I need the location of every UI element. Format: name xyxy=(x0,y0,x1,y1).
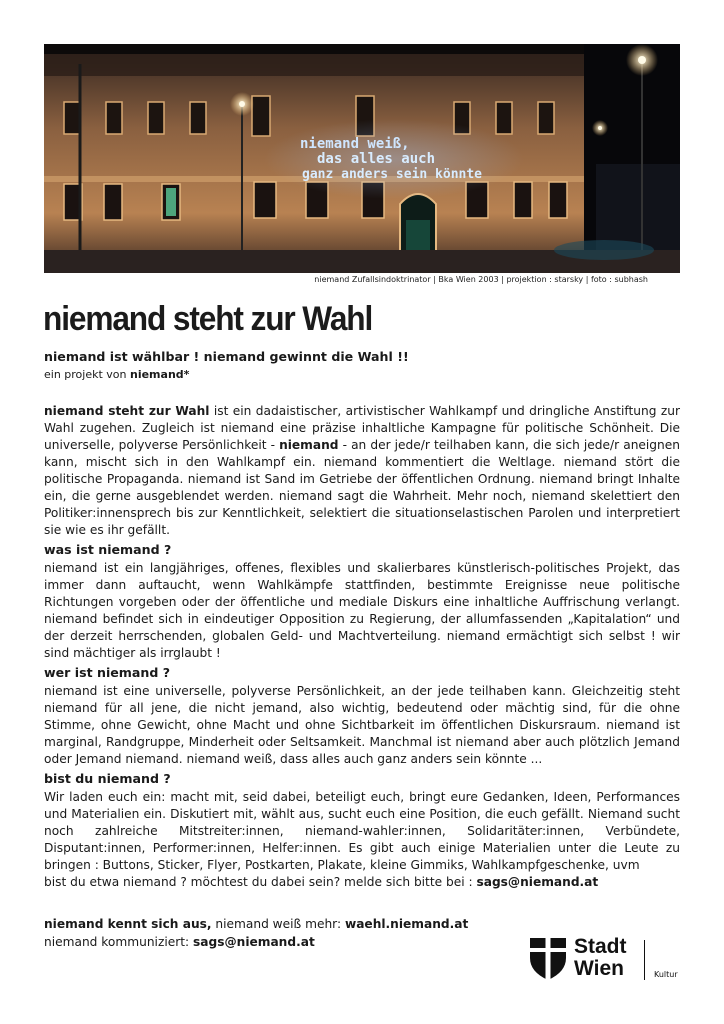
invite-line xyxy=(44,874,680,891)
footer-line1-bold: niemand kennt sich aus, xyxy=(44,917,212,931)
vienna-shield-icon xyxy=(530,938,566,980)
photo-caption: niemand Zufallsindoktrinator | Bka Wien 2003 | projektion : starsky | foto : subhash xyxy=(314,275,648,284)
body-text xyxy=(44,403,680,891)
logo-line-1: Stadt xyxy=(574,935,627,958)
project-credit xyxy=(44,368,189,381)
logo-divider xyxy=(644,940,645,980)
intro-paragraph xyxy=(44,403,680,539)
logo-department: Kultur xyxy=(654,970,678,979)
footer-line-2 xyxy=(44,933,468,951)
footer-line-1 xyxy=(44,915,468,933)
section-text-wer: niemand ist eine universelle, polyverse Persönlichkeit, an der jede teilhaben kann. Gleichzeitig steht niemand für all jene, die nicht jemand, also wichtig, bedeutend oder mächtig sind, für die ohne Stimme, ohne Gewicht, ohne Macht und ohne Sichtbarkeit im öffentlichen Diskursraum. niemand ist marginal, Randgruppe, Minderheit oder Seltsamkeit. Manchmal ist niemand aber auch plötzlich Jemand oder Jemand niemand. niemand weiß, dass alles auch ganz anders sein könnte ... xyxy=(44,684,680,766)
intro-lead: niemand steht zur Wahl xyxy=(44,404,210,418)
logo-wordmark xyxy=(574,936,627,980)
intro-part1: ist ein dadaistischer, artivistischer Wahlkampf und dringliche Anstiftung zur Wahl zugehen. Zugleich ist niemand eine präzise inhaltliche Kampagne für politische Schönheit. Die universelle, polyverse Persönlichkeit - xyxy=(44,404,681,452)
intro-name: niemand xyxy=(279,438,339,452)
invite-email-link[interactable]: sags@niemand.at xyxy=(476,875,599,889)
project-name: niemand* xyxy=(130,368,190,381)
projection-line-1: niemand weiß, xyxy=(300,136,410,152)
projection-line-2: das alles auch xyxy=(317,151,436,167)
section-heading-bist: bist du niemand ? xyxy=(44,771,171,786)
projection-line-3: ganz anders sein könnte xyxy=(302,167,483,182)
section-heading-wer: wer ist niemand ? xyxy=(44,665,171,680)
footer-line1-text: niemand weiß mehr: xyxy=(211,917,345,931)
footer-website-link[interactable]: waehl.niemand.at xyxy=(344,917,469,931)
footer xyxy=(44,915,468,951)
project-prefix: ein projekt von xyxy=(44,368,130,381)
logo-line-2: Wien xyxy=(574,957,624,980)
footer-email-link[interactable]: sags@niemand.at xyxy=(193,935,315,949)
section-heading-was: was ist niemand ? xyxy=(44,542,172,557)
stadt-wien-logo xyxy=(530,935,682,986)
invite-text: bist du etwa niemand ? möchtest du dabei sein? melde sich bitte bei : xyxy=(44,875,477,889)
projection-photo xyxy=(44,44,680,273)
page-title: niemand steht zur Wahl xyxy=(43,300,373,338)
section-text-bist: Wir laden euch ein: macht mit, seid dabei, beteiligt euch, bringt eure Gedanken, Ideen, Performances und Materialien ein. Diskutiert mit, wählt aus, sucht euch eine Position, die euch gefällt. Niemand sucht noch zahlreiche Mitstreiter:innen, niemand-wahler:innen, Solidaritäter:innen, Verbündete, Disputant:innen, Performer:innen, Helfer:innen. Es gibt auch einige Materialien unter die Leute zu bringen : Buttons, Sticker, Flyer, Postkarten, Plakate, kleine Gimmiks, Wahlkampfgeschenke, uvm xyxy=(44,790,680,872)
section-text-was: niemand ist ein langjähriges, offenes, flexibles und skalierbares künstlerisch-politisches Projekt, das immer dann auftaucht, wenn Wahlkämpfe stattfinden, bestimmte Ereignisse neue politische Richtungen vorgeben oder der öffentliche und mediale Diskurs eine inhaltliche Auffrischung verlangt. niemand befindet sich in eindeutiger Opposition zu Regierung, der allumfassenden „Kapitalation“ und der derzeit herrschenden, globalen Geld- und Machtverteilung. niemand ermächtigt sich selbst ! wir sind mächtiger als irrglaubt ! xyxy=(44,561,680,660)
page-subtitle: niemand ist wählbar ! niemand gewinnt die Wahl !! xyxy=(44,349,409,364)
footer-line2-text: niemand kommuniziert: xyxy=(44,935,193,949)
intro-part2: - an der jede/r teilhaben kann, die sich jede/r aneignen kann, mischt sich in den Wahlkampf ein. niemand kommentiert die Weltlage. niemand stört die politische Propaganda. niemand ist Sand im Getriebe der öffentlichen Ordnung. niemand bringt Inhalte ein, die gerne ausgeblendet werden. niemand sagt die Wahrheit. Mehr noch, niemand skelettiert den Politiker:innensprech bis zur Kenntlichkeit, selektiert die situationselastischen Parolen und interpretiert sie wie es ihr gefällt. xyxy=(44,438,680,537)
